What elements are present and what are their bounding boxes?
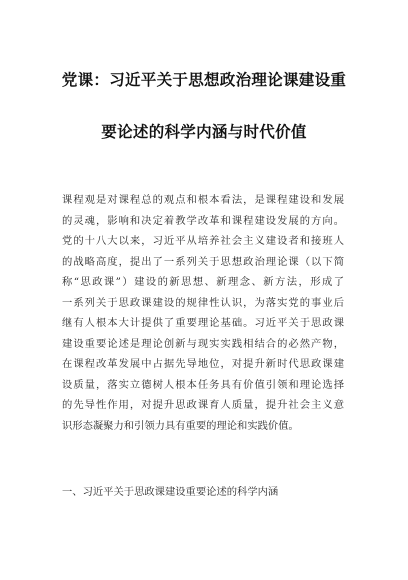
- body-paragraph: [62, 190, 344, 436]
- paragraph-line: 党的十八大以来，习近平从培养社会主义建设者和接班人: [62, 235, 344, 247]
- paragraph-line: 课程观是对课程总的观点和根本看法，是课程建设和发展: [62, 194, 344, 206]
- paragraph-line: 设质量，落实立德树人根本任务具有价值引领和理论选择: [62, 378, 344, 391]
- paragraph-line: 继有人根本大计提供了重要理论基础。习近平关于思政课: [62, 317, 344, 329]
- paragraph-line: 建设重要论述是理论创新与现实实践相结合的必然产物，: [62, 337, 344, 350]
- document-title-line-2: 要论述的科学内涵与时代价值: [101, 123, 307, 141]
- paragraph-line: 一系列关于思政课建设的规律性认识，为落实党的事业后: [62, 296, 344, 309]
- paragraph-line: 的战略高度，提出了一系列关于思想政治理论课（以下简: [62, 255, 344, 268]
- paragraph-line: 识形态凝聚力和引领力具有重要的理论和实践价值。: [62, 419, 299, 432]
- section-heading: 一、习近平关于思政课建设重要论述的科学内涵: [62, 486, 279, 498]
- document-title-line-1: 党课：习近平关于思想政治理论课建设重: [61, 71, 347, 89]
- paragraph-line: 称“思政课”）建设的新思想、新理念、新方法，形成了: [62, 276, 344, 288]
- paragraph-line: 的灵魂，影响和决定着教学改革和课程建设发展的方向。: [62, 214, 344, 227]
- paragraph-line: 的先导性作用，对提升思政课育人质量，提升社会主义意: [62, 399, 344, 411]
- paragraph-line: 在课程改革发展中占据先导地位，对提升新时代思政课建: [62, 358, 344, 370]
